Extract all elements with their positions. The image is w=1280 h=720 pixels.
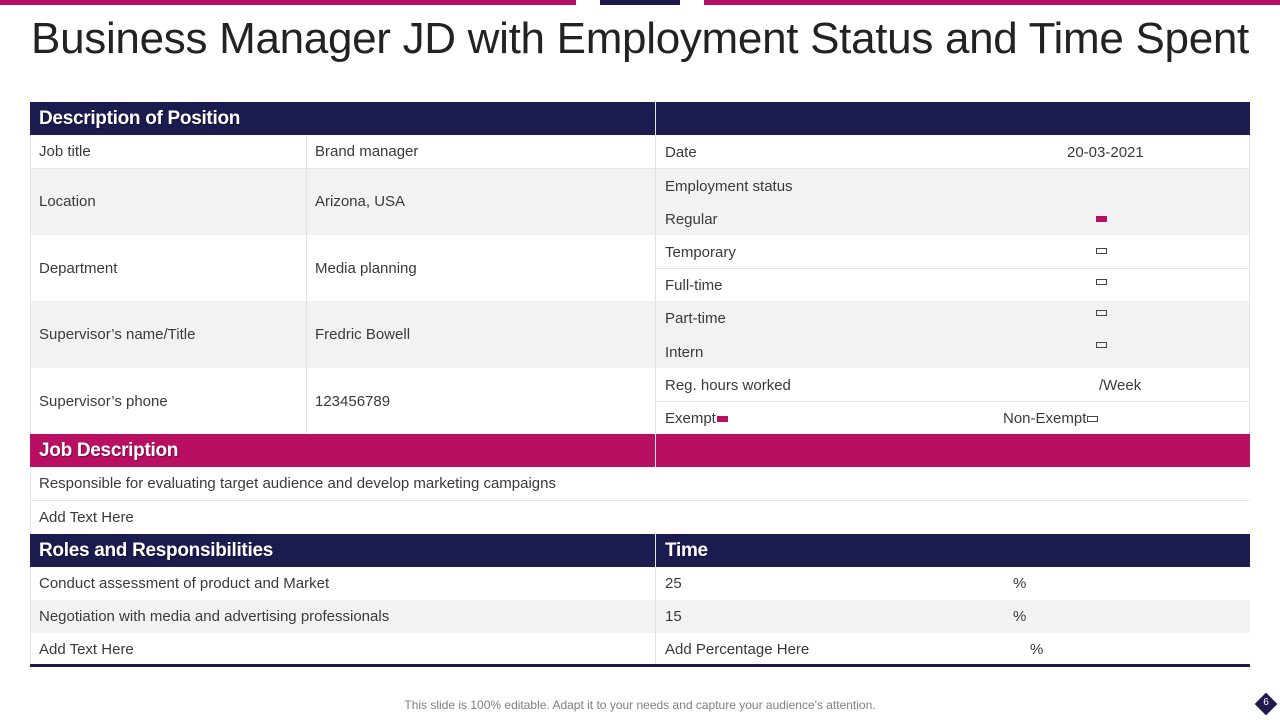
job-description-line: Responsible for evaluating target audience and develop marketing campaigns (39, 475, 556, 492)
exempt-label: Exempt (665, 410, 716, 427)
grid-line (30, 168, 1250, 169)
status-fulltime-label: Full-time (665, 277, 723, 294)
job-description-line-row (30, 501, 1250, 534)
role-time: Add Percentage Here (665, 641, 810, 658)
job-description-header-right (656, 434, 1250, 467)
grid-line (655, 567, 656, 666)
top-accent-bar-center (600, 0, 680, 5)
date-value: 20-03-2021 (1067, 144, 1144, 161)
page-title: Business Manager JD with Employment Status and Time Spent (31, 14, 1249, 63)
location-value: Arizona, USA (315, 193, 406, 210)
status-temporary-label: Temporary (665, 244, 736, 261)
role-time: 25 (665, 575, 682, 592)
job-description-line-row (30, 467, 1250, 500)
roles-header: Roles and Responsibilities (30, 534, 655, 567)
description-header-right (656, 102, 1250, 135)
top-accent-bar-right (704, 0, 1280, 5)
role-text: Add Text Here (39, 641, 134, 658)
role-time-unit: % (1030, 641, 1044, 658)
hours-worked-label: Reg. hours worked (665, 377, 791, 394)
supervisor-phone-value: 123456789 (315, 392, 391, 410)
role-row (30, 567, 1250, 600)
role-text: Negotiation with media and advertising professionals (39, 608, 390, 625)
role-row (30, 600, 1250, 633)
status-parttime-label: Part-time (665, 310, 726, 327)
status-fulltime-checkbox[interactable] (1096, 279, 1107, 285)
description-header-row (30, 102, 1250, 135)
role-text: Conduct assessment of product and Market (39, 575, 330, 592)
top-accent-bar-left (0, 0, 576, 5)
job-title-value: Brand manager (315, 143, 419, 160)
grid-line (306, 135, 307, 434)
job-description-header-row (30, 434, 1250, 467)
location-label: Location (39, 193, 96, 210)
job-description-header: Job Description (30, 434, 655, 467)
role-time-unit: % (1013, 575, 1027, 592)
status-parttime-checkbox[interactable] (1096, 310, 1107, 316)
department-value: Media planning (315, 259, 417, 277)
status-regular-checkbox[interactable] (1096, 216, 1107, 222)
exempt-checkbox[interactable] (717, 416, 728, 422)
footer-note: This slide is 100% editable. Adapt it to your needs and capture your audience's attention. (404, 698, 876, 712)
supervisor-name-value: Fredric Bowell (315, 326, 411, 343)
table-bottom-border (30, 664, 1250, 667)
job-title-label: Job title (39, 143, 91, 160)
status-temporary-checkbox[interactable] (1096, 248, 1107, 254)
description-header: Description of Position (30, 102, 655, 135)
grid-line (656, 268, 1250, 269)
grid-line (30, 567, 31, 666)
grid-line (656, 401, 1250, 402)
date-label: Date (665, 144, 697, 161)
page-number: 6 (1263, 697, 1269, 708)
grid-line (30, 135, 31, 434)
job-description-line: Add Text Here (39, 509, 134, 526)
role-row (30, 633, 1250, 666)
non-exempt-label: Non-Exempt (1003, 410, 1087, 427)
non-exempt-checkbox[interactable] (1087, 416, 1098, 422)
time-header: Time (656, 534, 1250, 567)
status-regular-label: Regular (665, 211, 718, 228)
status-intern-label: Intern (665, 344, 704, 361)
department-label: Department (39, 259, 118, 277)
grid-line (30, 467, 31, 534)
page-number-badge (1256, 694, 1276, 714)
employment-status-label: Employment status (665, 178, 793, 195)
status-intern-checkbox[interactable] (1096, 342, 1107, 348)
supervisor-phone-label: Supervisor’s phone (39, 392, 168, 410)
roles-header-row (30, 534, 1250, 567)
role-time-unit: % (1013, 608, 1027, 625)
hours-unit: /Week (1099, 377, 1142, 394)
role-time: 15 (665, 608, 682, 625)
supervisor-name-label: Supervisor’s name/Title (39, 326, 196, 343)
